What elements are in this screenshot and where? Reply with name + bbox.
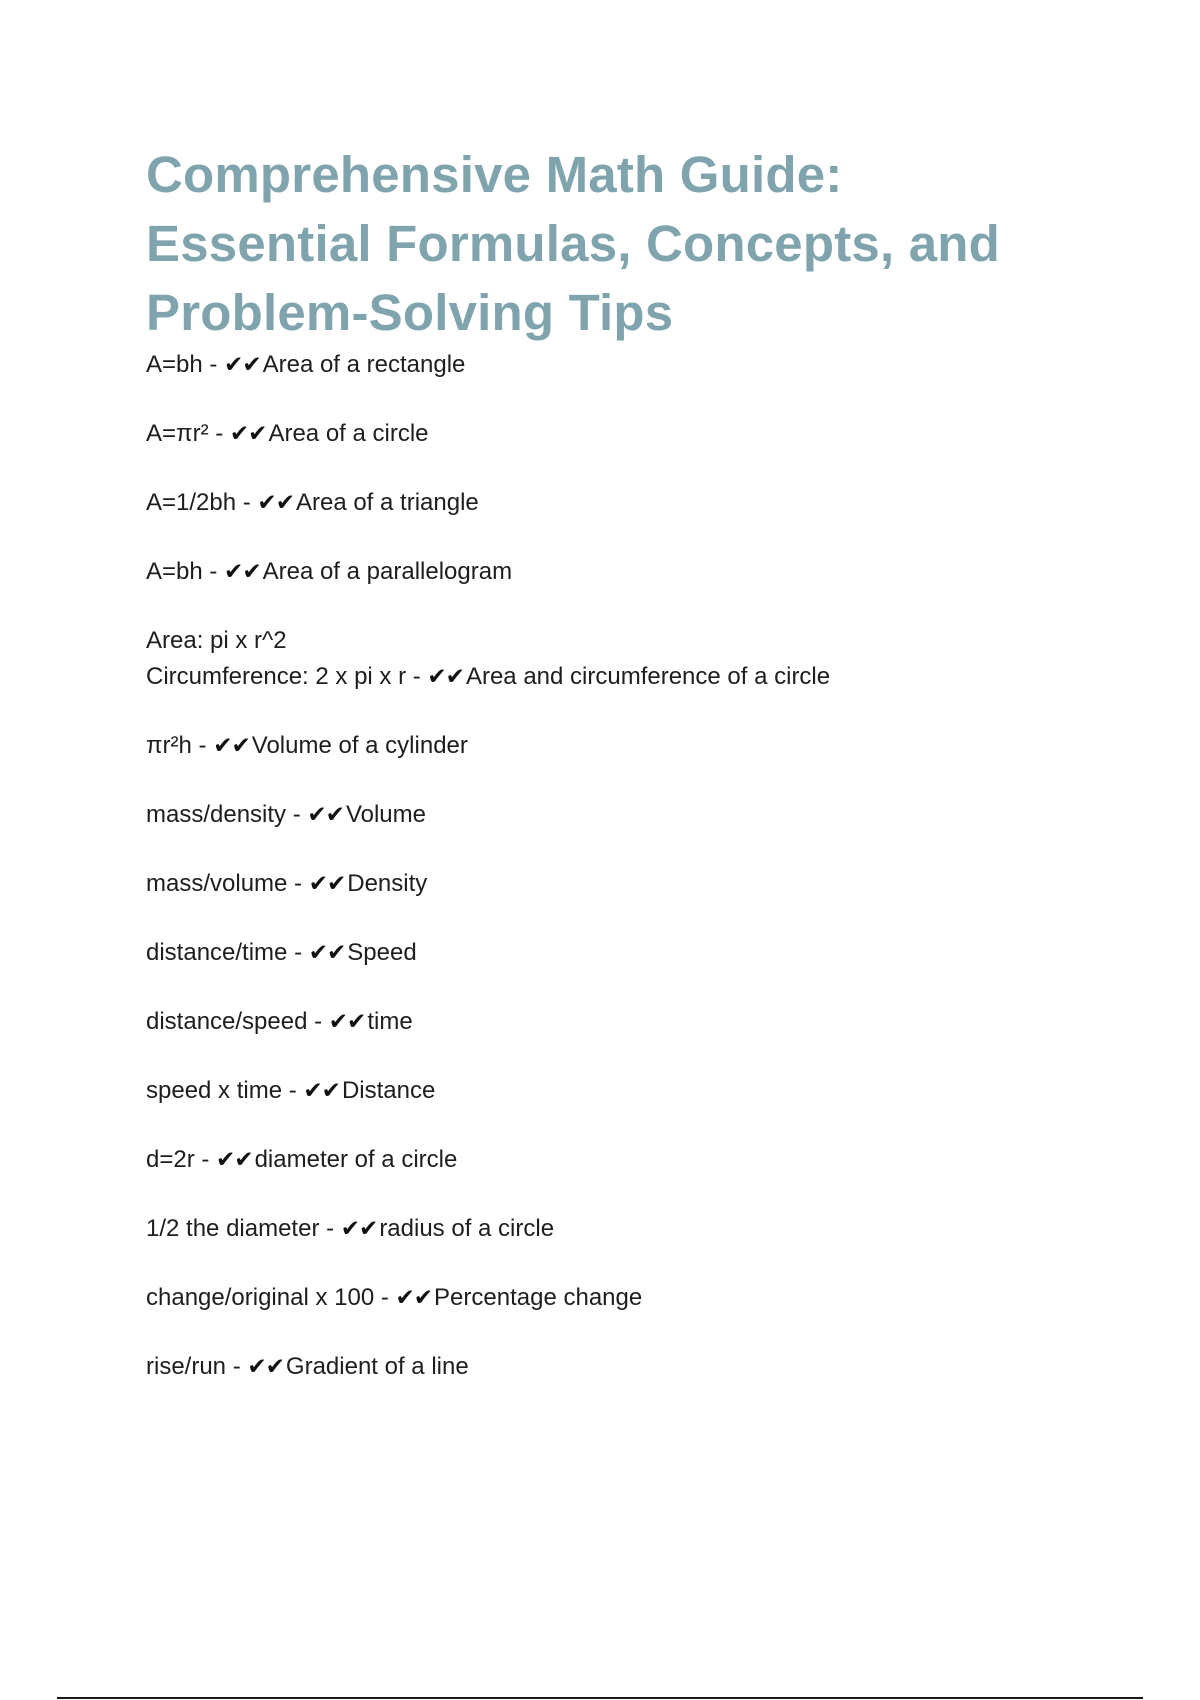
entry-definition: time: [367, 1008, 413, 1035]
document-title: [146, 140, 1046, 347]
flashcard-entry: [146, 1349, 1046, 1385]
entry-definition: Area of a circle: [268, 420, 429, 447]
flashcard-entry: [146, 347, 1046, 383]
entry-line: [146, 866, 1046, 902]
entry-definition: Percentage change: [434, 1284, 643, 1311]
flashcard-entry: [146, 554, 1046, 590]
entry-term: d=2r: [146, 1146, 195, 1173]
entry-line: [146, 347, 1046, 383]
entry-term: Area: pi x r^2: [146, 627, 287, 654]
entry-line: [146, 728, 1046, 764]
entry-definition: radius of a circle: [379, 1215, 555, 1242]
entry-term: A=bh: [146, 558, 203, 585]
entry-term: 1/2 the diameter: [146, 1215, 320, 1242]
entry-term: A=1/2bh: [146, 489, 237, 516]
entry-separator: -: [194, 1146, 217, 1173]
entry-line: [146, 1142, 1046, 1178]
entry-separator: -: [202, 351, 225, 378]
entry-separator: -: [319, 1215, 341, 1242]
double-check-icon: ✔✔: [247, 1354, 284, 1380]
double-check-icon: ✔✔: [213, 733, 250, 759]
entry-line: [146, 659, 1046, 695]
entry-definition: Volume of a cylinder: [251, 732, 468, 759]
entry-definition: Area and circumference of a circle: [465, 663, 831, 690]
document-page: [146, 140, 1046, 1418]
double-check-icon: ✔✔: [395, 1285, 433, 1311]
double-check-icon: ✔✔: [257, 490, 294, 516]
flashcard-entry: [146, 1073, 1046, 1109]
entry-definition: diameter of a circle: [254, 1146, 458, 1173]
entry-separator: -: [202, 558, 225, 585]
entry-term: change/original x 100: [146, 1284, 375, 1311]
flashcard-entry: [146, 1211, 1046, 1247]
double-check-icon: ✔✔: [307, 802, 344, 828]
entry-separator: -: [287, 870, 309, 897]
entry-line: [146, 554, 1046, 590]
title-line: Comprehensive Math Guide:: [146, 146, 843, 203]
flashcard-entry: [146, 1004, 1046, 1040]
entry-line: [146, 1073, 1046, 1109]
entry-line: [146, 935, 1046, 971]
title-line: Problem-Solving Tips: [146, 284, 674, 341]
entry-line: [146, 1211, 1046, 1247]
flashcard-entry: [146, 1280, 1046, 1316]
entry-separator: -: [236, 489, 258, 516]
entry-term: πr²h: [146, 732, 192, 759]
flashcard-entry: [146, 728, 1046, 764]
entry-definition: Density: [347, 870, 428, 897]
double-check-icon: ✔✔: [427, 664, 464, 690]
entry-line: [146, 416, 1046, 452]
footer-divider: [57, 1697, 1143, 1699]
entry-separator: -: [406, 663, 428, 690]
entry-definition: Volume: [345, 801, 426, 828]
entry-line: [146, 485, 1046, 521]
flashcard-list: [146, 347, 1046, 1385]
entry-term: distance/time: [146, 939, 288, 966]
entry-term: A=bh: [146, 351, 203, 378]
flashcard-entry: [146, 935, 1046, 971]
entry-separator: -: [374, 1284, 396, 1311]
title-line: Essential Formulas, Concepts, and: [146, 215, 1000, 272]
flashcard-entry: [146, 866, 1046, 902]
entry-line: [146, 1280, 1046, 1316]
flashcard-entry: [146, 485, 1046, 521]
entry-term: distance/speed: [146, 1008, 308, 1035]
entry-line: [146, 1004, 1046, 1040]
double-check-icon: ✔✔: [340, 1216, 378, 1242]
entry-line: [146, 797, 1046, 833]
entry-term: Circumference: 2 x pi x r: [146, 663, 407, 690]
entry-separator: -: [286, 801, 308, 828]
flashcard-entry: [146, 416, 1046, 452]
double-check-icon: ✔✔: [328, 1009, 366, 1035]
entry-term: mass/volume: [146, 870, 288, 897]
entry-definition: Area of a rectangle: [262, 351, 466, 378]
entry-separator: -: [226, 1353, 248, 1380]
entry-term: mass/density: [146, 801, 287, 828]
double-check-icon: ✔✔: [224, 352, 261, 378]
entry-separator: -: [307, 1008, 329, 1035]
entry-definition: Gradient of a line: [285, 1353, 469, 1380]
entry-term: speed x time: [146, 1077, 283, 1104]
entry-line: [146, 1349, 1046, 1385]
entry-line: [146, 623, 1046, 659]
double-check-icon: ✔✔: [224, 559, 261, 585]
entry-definition: Speed: [347, 939, 417, 966]
flashcard-entry: [146, 1142, 1046, 1178]
entry-definition: Area of a triangle: [295, 489, 479, 516]
flashcard-entry: [146, 797, 1046, 833]
entry-definition: Area of a parallelogram: [262, 558, 513, 585]
double-check-icon: ✔✔: [308, 871, 346, 897]
double-check-icon: ✔✔: [308, 940, 346, 966]
double-check-icon: ✔✔: [303, 1078, 340, 1104]
entry-separator: -: [282, 1077, 304, 1104]
entry-definition: Distance: [341, 1077, 436, 1104]
double-check-icon: ✔✔: [229, 421, 267, 447]
double-check-icon: ✔✔: [216, 1147, 253, 1173]
entry-separator: -: [208, 420, 230, 447]
flashcard-entry: [146, 623, 1046, 695]
entry-term: A=πr²: [146, 420, 209, 447]
entry-separator: -: [287, 939, 309, 966]
entry-separator: -: [191, 732, 214, 759]
entry-term: rise/run: [146, 1353, 227, 1380]
